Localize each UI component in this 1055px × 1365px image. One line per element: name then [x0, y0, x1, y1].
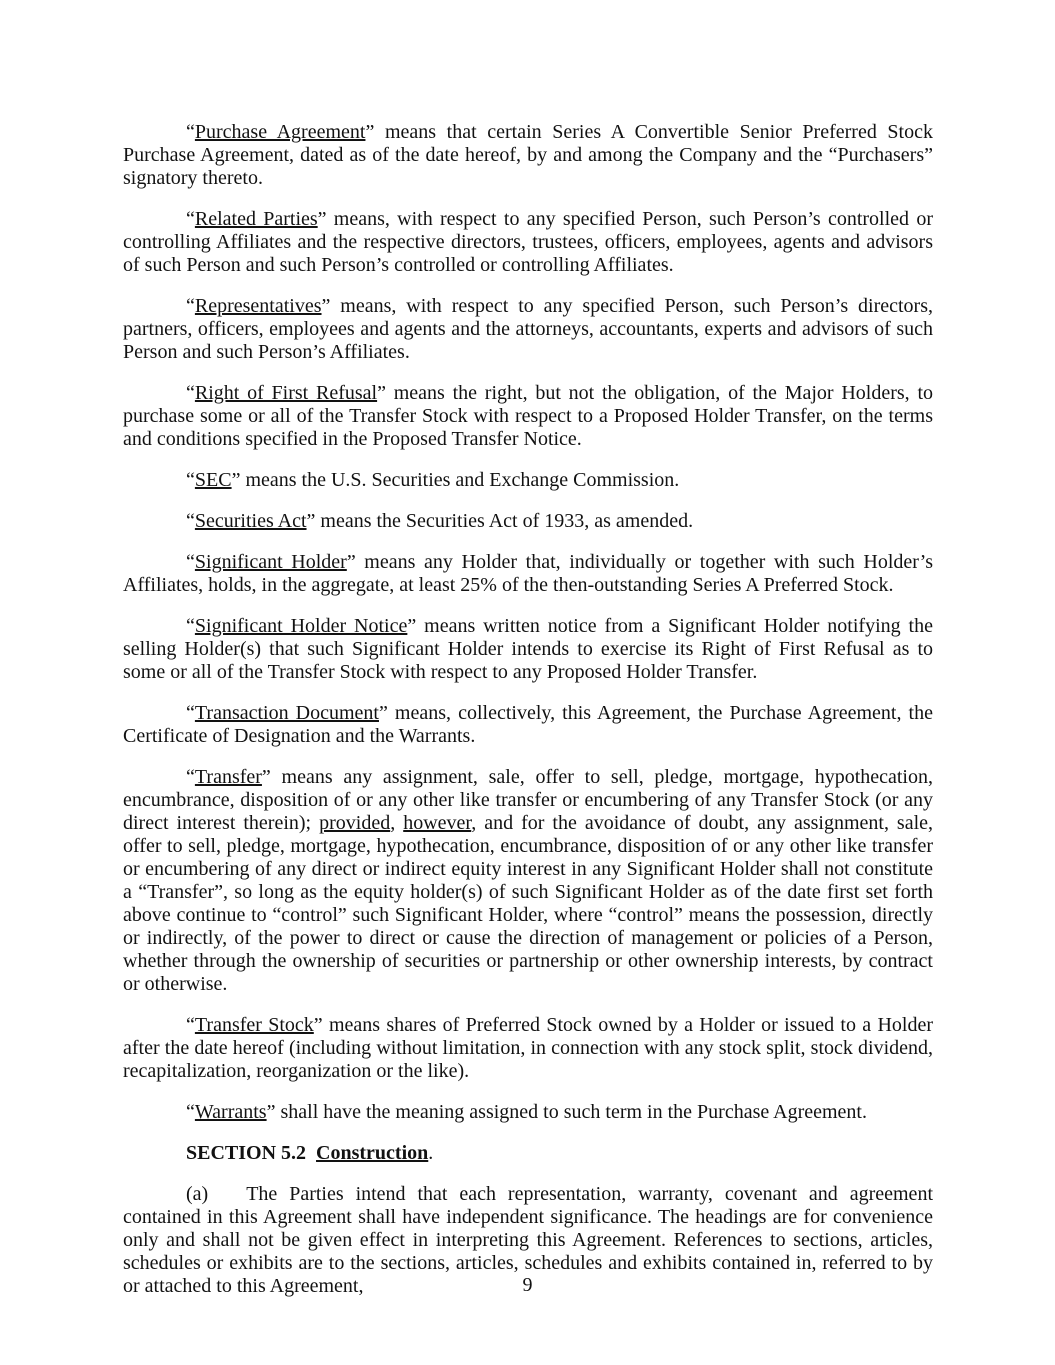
- text-segment: ” means the U.S. Securities and Exchange Commission.: [231, 469, 680, 491]
- text-segment: ,: [390, 812, 404, 834]
- definition-transfer-stock: [123, 1014, 933, 1083]
- text-segment: “: [186, 702, 195, 724]
- definition-significant-holder: [123, 551, 933, 597]
- definition-warrants: [123, 1101, 933, 1124]
- text-segment: “: [186, 382, 195, 404]
- text-segment: ” means written notice from a Significant Holder notifying the selling Holder(s) that such Significant Holder intends to exercise its Right of First Refusal as to some or all of the Transfer Stock with respect to any Proposed Holder Transfer.: [123, 615, 933, 683]
- text-segment: ” means, with respect to any specified Person, such Person’s controlled or controlling Affiliates and the respective directors, trustees, officers, employees, agents and advisors of such Person and such Person’s controlled or controlling Affiliates.: [123, 208, 933, 276]
- underlined-term: Purchase Agreement: [194, 121, 366, 143]
- text-segment: “: [186, 1101, 195, 1123]
- definition-transfer: [123, 766, 933, 996]
- underlined-term: Construction: [316, 1142, 429, 1164]
- text-segment: ” means any assignment, sale, offer to sell, pledge, mortgage, hypothecation, encumbrance, disposition of or any other like transfer or encumbering of any Transfer Stock (or any direct interest therein);: [123, 766, 933, 834]
- text-segment: ” means, with respect to any specified Person, such Person’s directors, partners, officers, employees and agents and the attorneys, accountants, experts and advisors of such Person and such Person’s Affiliates.: [123, 295, 933, 363]
- definition-related-parties: [123, 208, 933, 277]
- underlined-term: Transfer Stock: [194, 1014, 314, 1036]
- text-segment: “: [186, 551, 195, 573]
- text-segment: , and for the avoidance of doubt, any assignment, sale, offer to sell, pledge, mortgage, hypothecation, encumbrance, disposition of or any other like transfer or encumbering of any direct or indirect equity interest in any Significant Holder shall not constitute a “Transfer”, so long as the equity holder(s) of such Significant Holder as of the date first set forth above continue to “control” such Significant Holder, where “control” means the possession, directly or indirectly, of the power to direct or cause the direction of management or policies of a Person, whether through the ownership of securities or partnership or other ownership interests, by contract or otherwise.: [123, 812, 934, 995]
- text-segment: ” means any Holder that, individually or together with such Holder’s Affiliates, holds, in the aggregate, at least 25% of the then-outstanding Series A Preferred Stock.: [123, 551, 933, 596]
- text-segment: “: [186, 208, 195, 230]
- definition-sec: [123, 469, 933, 492]
- definition-purchase-agreement: [123, 121, 933, 190]
- underlined-term: however: [403, 812, 472, 834]
- underlined-term: Significant Holder Notice: [194, 615, 408, 637]
- text-segment: “: [186, 469, 195, 491]
- definition-transaction-document: [123, 702, 933, 748]
- definition-representatives: [123, 295, 933, 364]
- text-segment: “: [186, 295, 195, 317]
- underlined-term: SEC: [194, 469, 232, 491]
- text-segment: “: [186, 766, 195, 788]
- underlined-term: Representatives: [194, 295, 322, 317]
- text-segment: “: [186, 121, 195, 143]
- definition-significant-holder-notice: [123, 615, 933, 684]
- definition-securities-act: [123, 510, 933, 533]
- text-segment: [306, 1142, 316, 1164]
- underlined-term: provided: [319, 812, 391, 834]
- text-segment: ” means that certain Series A Convertible Senior Preferred Stock Purchase Agreement, dated as of the date hereof, by and among the Company and the “Purchasers” signatory thereto.: [123, 121, 933, 189]
- definition-right-of-first-refusal: [123, 382, 933, 451]
- underlined-term: Securities Act: [194, 510, 307, 532]
- underlined-term: Related Parties: [194, 208, 318, 230]
- underlined-term: Right of First Refusal: [194, 382, 378, 404]
- text-segment: ” means the right, but not the obligation, of the Major Holders, to purchase some or all of the Transfer Stock with respect to a Proposed Holder Transfer, on the terms and conditions specified in the Proposed Transfer Notice.: [123, 382, 933, 450]
- text-segment: .: [428, 1142, 434, 1164]
- text-segment: (a): [186, 1183, 209, 1205]
- text-segment: “: [186, 510, 195, 532]
- text-segment: “: [186, 615, 195, 637]
- document-body: [123, 121, 933, 1316]
- underlined-term: Warrants: [194, 1101, 267, 1123]
- text-segment: SECTION 5.2: [186, 1142, 307, 1164]
- text-segment: ” means shares of Preferred Stock owned by a Holder or issued to a Holder after the date hereof (including without limitation, in connection with any stock split, stock dividend, recapitalization, reorganization or the like).: [123, 1014, 933, 1082]
- text-segment: ” means, collectively, this Agreement, the Purchase Agreement, the Certificate of Designation and the Warrants.: [123, 702, 933, 747]
- underlined-term: Transfer: [194, 766, 262, 788]
- text-segment: ” means the Securities Act of 1933, as amended.: [306, 510, 694, 532]
- text-segment: “: [186, 1014, 195, 1036]
- underlined-term: Transaction Document: [194, 702, 379, 724]
- text-segment: ” shall have the meaning assigned to such term in the Purchase Agreement.: [266, 1101, 867, 1123]
- text-segment: The Parties intend that each representation, warranty, covenant and agreement contained in this Agreement shall have independent significance. The headings are for convenience only and shall not be given effect in interpreting this Agreement. References to sections, articles, schedules or exhibits are to the sections, articles, schedules and exhibits contained in, referred to by or attached to this Agreement,: [123, 1183, 933, 1297]
- page-footer: [0, 1274, 1055, 1297]
- underlined-term: Significant Holder: [194, 551, 347, 573]
- page-number: 9: [522, 1274, 533, 1296]
- section-heading-construction: [123, 1142, 933, 1165]
